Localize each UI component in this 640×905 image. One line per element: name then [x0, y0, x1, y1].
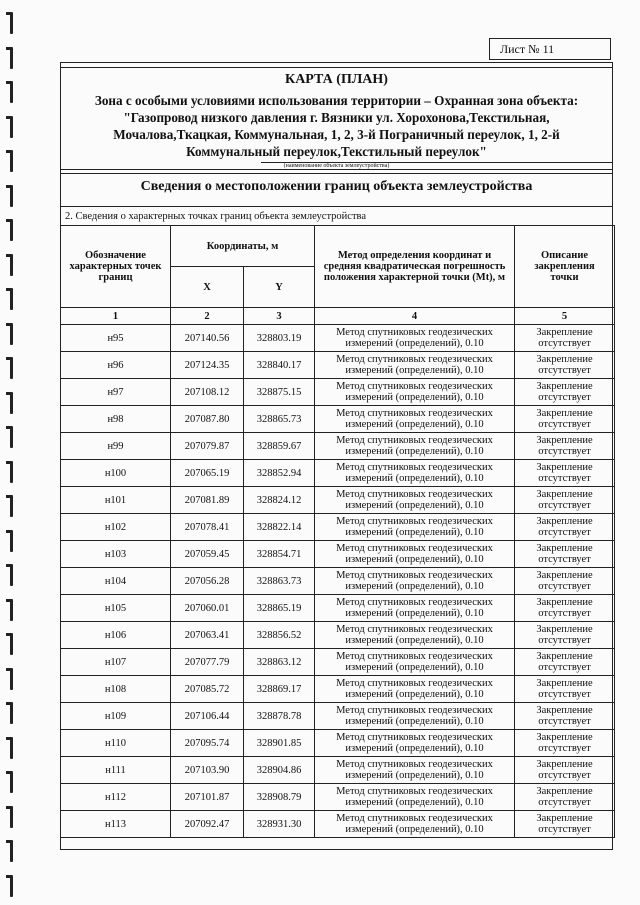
- header-description: Описание закрепления точки: [515, 226, 615, 308]
- table-row: [61, 622, 615, 649]
- binder-hole-mark: [10, 875, 13, 897]
- table-row: [61, 757, 615, 784]
- fixing-cell: Закрепление отсутствует: [515, 406, 615, 433]
- table-row: [61, 541, 615, 568]
- point-cell: н98: [61, 406, 171, 433]
- method-cell: Метод спутниковых геодезических измерений (определений), 0.10: [315, 514, 515, 541]
- binder-hole-mark: [10, 47, 13, 69]
- method-cell: Метод спутниковых геодезических измерений (определений), 0.10: [315, 730, 515, 757]
- column-number: 5: [515, 308, 615, 325]
- map-title: КАРТА (ПЛАН): [285, 72, 388, 87]
- fixing-cell: Закрепление отсутствует: [515, 514, 615, 541]
- x-coordinate-cell: 207077.79: [171, 649, 244, 676]
- fixing-cell: Закрепление отсутствует: [515, 757, 615, 784]
- method-cell: Метод спутниковых геодезических измерений (определений), 0.10: [315, 649, 515, 676]
- binder-hole-mark: [10, 633, 13, 655]
- point-cell: н110: [61, 730, 171, 757]
- binder-hole-mark: [10, 702, 13, 724]
- fixing-cell: Закрепление отсутствует: [515, 325, 615, 352]
- divider: [61, 173, 612, 174]
- point-cell: н101: [61, 487, 171, 514]
- fixing-cell: Закрепление отсутствует: [515, 730, 615, 757]
- y-coordinate-cell: 328865.73: [244, 406, 315, 433]
- fixing-cell: Закрепление отсутствует: [515, 703, 615, 730]
- binder-holes: [2, 0, 24, 905]
- table-row: [61, 325, 615, 352]
- table-row: [61, 406, 615, 433]
- section-title: Сведения о местоположении границ объекта землеустройства: [140, 179, 533, 194]
- table-row: [61, 703, 615, 730]
- method-cell: Метод спутниковых геодезических измерений (определений), 0.10: [315, 703, 515, 730]
- point-cell: н109: [61, 703, 171, 730]
- binder-hole-mark: [10, 357, 13, 379]
- method-cell: Метод спутниковых геодезических измерений (определений), 0.10: [315, 622, 515, 649]
- y-coordinate-cell: 328869.17: [244, 676, 315, 703]
- binder-hole-mark: [10, 771, 13, 793]
- method-cell: Метод спутниковых геодезических измерений (определений), 0.10: [315, 379, 515, 406]
- binder-hole-mark: [10, 150, 13, 172]
- x-coordinate-cell: 207101.87: [171, 784, 244, 811]
- binder-hole-mark: [10, 737, 13, 759]
- subsection-title: 2. Сведения о характерных точках границ объекта землеустройства: [65, 211, 367, 222]
- document-frame: [60, 62, 613, 850]
- table-row: [61, 460, 615, 487]
- binder-hole-mark: [10, 116, 13, 138]
- table-row: [61, 568, 615, 595]
- frame-inner-line: [61, 67, 612, 68]
- table-row: [61, 379, 615, 406]
- binder-hole-mark: [10, 668, 13, 690]
- x-coordinate-cell: 207103.90: [171, 757, 244, 784]
- x-coordinate-cell: 207106.44: [171, 703, 244, 730]
- y-coordinate-cell: 328865.19: [244, 595, 315, 622]
- y-coordinate-cell: 328854.71: [244, 541, 315, 568]
- fixing-cell: Закрепление отсутствует: [515, 676, 615, 703]
- point-cell: н107: [61, 649, 171, 676]
- y-coordinate-cell: 328863.73: [244, 568, 315, 595]
- sheet-number-box: [489, 38, 611, 60]
- point-cell: н95: [61, 325, 171, 352]
- x-coordinate-cell: 207060.01: [171, 595, 244, 622]
- header-coordinates: Координаты, м: [171, 226, 315, 267]
- point-cell: н100: [61, 460, 171, 487]
- binder-hole-mark: [10, 81, 13, 103]
- y-coordinate-cell: 328852.94: [244, 460, 315, 487]
- binder-hole-mark: [10, 219, 13, 241]
- x-coordinate-cell: 207065.19: [171, 460, 244, 487]
- binder-hole-mark: [10, 12, 13, 34]
- binder-hole-mark: [10, 392, 13, 414]
- column-number: 2: [171, 308, 244, 325]
- fixing-cell: Закрепление отсутствует: [515, 541, 615, 568]
- object-name-caption: (наименование объекта землеустройства): [283, 163, 390, 169]
- x-coordinate-cell: 207056.28: [171, 568, 244, 595]
- x-coordinate-cell: 207081.89: [171, 487, 244, 514]
- x-coordinate-cell: 207087.80: [171, 406, 244, 433]
- method-cell: Метод спутниковых геодезических измерений (определений), 0.10: [315, 460, 515, 487]
- table-row: [61, 811, 615, 838]
- fixing-cell: Закрепление отсутствует: [515, 568, 615, 595]
- y-coordinate-cell: 328908.79: [244, 784, 315, 811]
- fixing-cell: Закрепление отсутствует: [515, 784, 615, 811]
- y-coordinate-cell: 328859.67: [244, 433, 315, 460]
- binder-hole-mark: [10, 185, 13, 207]
- x-coordinate-cell: 207108.12: [171, 379, 244, 406]
- y-coordinate-cell: 328822.14: [244, 514, 315, 541]
- binder-hole-mark: [10, 530, 13, 552]
- point-cell: н96: [61, 352, 171, 379]
- x-coordinate-cell: 207092.47: [171, 811, 244, 838]
- method-cell: Метод спутниковых геодезических измерений (определений), 0.10: [315, 784, 515, 811]
- point-cell: н111: [61, 757, 171, 784]
- table-row: [61, 676, 615, 703]
- table-header-row: [61, 226, 615, 267]
- map-header: [61, 69, 612, 173]
- point-cell: н99: [61, 433, 171, 460]
- y-coordinate-cell: 328875.15: [244, 379, 315, 406]
- point-cell: н113: [61, 811, 171, 838]
- column-number: 4: [315, 308, 515, 325]
- x-coordinate-cell: 207063.41: [171, 622, 244, 649]
- fixing-cell: Закрепление отсутствует: [515, 460, 615, 487]
- y-coordinate-cell: 328931.30: [244, 811, 315, 838]
- fixing-cell: Закрепление отсутствует: [515, 487, 615, 514]
- zone-description: Зона с особыми условиями использования территории – Охранная зона объекта: "Газопровод низкого давления г. Вязники ул. Хорохонова,Текстильная, Мочалова,Ткацкая, Коммунальная, 1, 2, 3-й Пограничный переулок, 1, 2-й Коммунальный переулок,Текстильный переулок": [94, 93, 579, 159]
- method-cell: Метод спутниковых геодезических измерений (определений), 0.10: [315, 487, 515, 514]
- column-number: 1: [61, 308, 171, 325]
- method-cell: Метод спутниковых геодезических измерений (определений), 0.10: [315, 541, 515, 568]
- point-cell: н104: [61, 568, 171, 595]
- x-coordinate-cell: 207059.45: [171, 541, 244, 568]
- method-cell: Метод спутниковых геодезических измерений (определений), 0.10: [315, 757, 515, 784]
- binder-hole-mark: [10, 254, 13, 276]
- x-coordinate-cell: 207124.35: [171, 352, 244, 379]
- binder-hole-mark: [10, 564, 13, 586]
- y-coordinate-cell: 328840.17: [244, 352, 315, 379]
- column-number: 3: [244, 308, 315, 325]
- fixing-cell: Закрепление отсутствует: [515, 352, 615, 379]
- binder-hole-mark: [10, 806, 13, 828]
- column-numbers-row: [61, 308, 615, 325]
- boundary-points-table: [60, 225, 615, 838]
- method-cell: Метод спутниковых геодезических измерений (определений), 0.10: [315, 595, 515, 622]
- method-cell: Метод спутниковых геодезических измерений (определений), 0.10: [315, 325, 515, 352]
- method-cell: Метод спутниковых геодезических измерений (определений), 0.10: [315, 811, 515, 838]
- table-row: [61, 487, 615, 514]
- sheet-number: Лист № 11: [500, 42, 555, 56]
- fixing-cell: Закрепление отсутствует: [515, 433, 615, 460]
- divider: [61, 169, 612, 170]
- y-coordinate-cell: 328824.12: [244, 487, 315, 514]
- fixing-cell: Закрепление отсутствует: [515, 649, 615, 676]
- point-cell: н106: [61, 622, 171, 649]
- y-coordinate-cell: 328901.85: [244, 730, 315, 757]
- table-row: [61, 649, 615, 676]
- header-point: Обозначение характерных точек границ: [61, 226, 171, 308]
- binder-hole-mark: [10, 426, 13, 448]
- fixing-cell: Закрепление отсутствует: [515, 379, 615, 406]
- binder-hole-mark: [10, 288, 13, 310]
- binder-hole-mark: [10, 461, 13, 483]
- point-cell: н108: [61, 676, 171, 703]
- fixing-cell: Закрепление отсутствует: [515, 595, 615, 622]
- table-row: [61, 730, 615, 757]
- y-coordinate-cell: 328904.86: [244, 757, 315, 784]
- x-coordinate-cell: 207078.41: [171, 514, 244, 541]
- y-coordinate-cell: 328863.12: [244, 649, 315, 676]
- point-cell: н112: [61, 784, 171, 811]
- point-cell: н105: [61, 595, 171, 622]
- table-row: [61, 352, 615, 379]
- binder-hole-mark: [10, 495, 13, 517]
- table-row: [61, 595, 615, 622]
- header-x: X: [171, 267, 244, 308]
- point-cell: н102: [61, 514, 171, 541]
- fixing-cell: Закрепление отсутствует: [515, 811, 615, 838]
- method-cell: Метод спутниковых геодезических измерений (определений), 0.10: [315, 568, 515, 595]
- table-row: [61, 784, 615, 811]
- x-coordinate-cell: 207095.74: [171, 730, 244, 757]
- point-cell: н97: [61, 379, 171, 406]
- x-coordinate-cell: 207085.72: [171, 676, 244, 703]
- method-cell: Метод спутниковых геодезических измерений (определений), 0.10: [315, 676, 515, 703]
- table-row: [61, 514, 615, 541]
- header-method: Метод определения координат и средняя квадратическая погрешность положения характерной точки (Mt), м: [315, 226, 515, 308]
- method-cell: Метод спутниковых геодезических измерений (определений), 0.10: [315, 352, 515, 379]
- y-coordinate-cell: 328856.52: [244, 622, 315, 649]
- binder-hole-mark: [10, 599, 13, 621]
- divider: [61, 206, 612, 207]
- table-row: [61, 433, 615, 460]
- x-coordinate-cell: 207140.56: [171, 325, 244, 352]
- fixing-cell: Закрепление отсутствует: [515, 622, 615, 649]
- method-cell: Метод спутниковых геодезических измерений (определений), 0.10: [315, 433, 515, 460]
- y-coordinate-cell: 328803.19: [244, 325, 315, 352]
- header-y: Y: [244, 267, 315, 308]
- binder-hole-mark: [10, 323, 13, 345]
- y-coordinate-cell: 328878.78: [244, 703, 315, 730]
- binder-hole-mark: [10, 840, 13, 862]
- method-cell: Метод спутниковых геодезических измерений (определений), 0.10: [315, 406, 515, 433]
- point-cell: н103: [61, 541, 171, 568]
- x-coordinate-cell: 207079.87: [171, 433, 244, 460]
